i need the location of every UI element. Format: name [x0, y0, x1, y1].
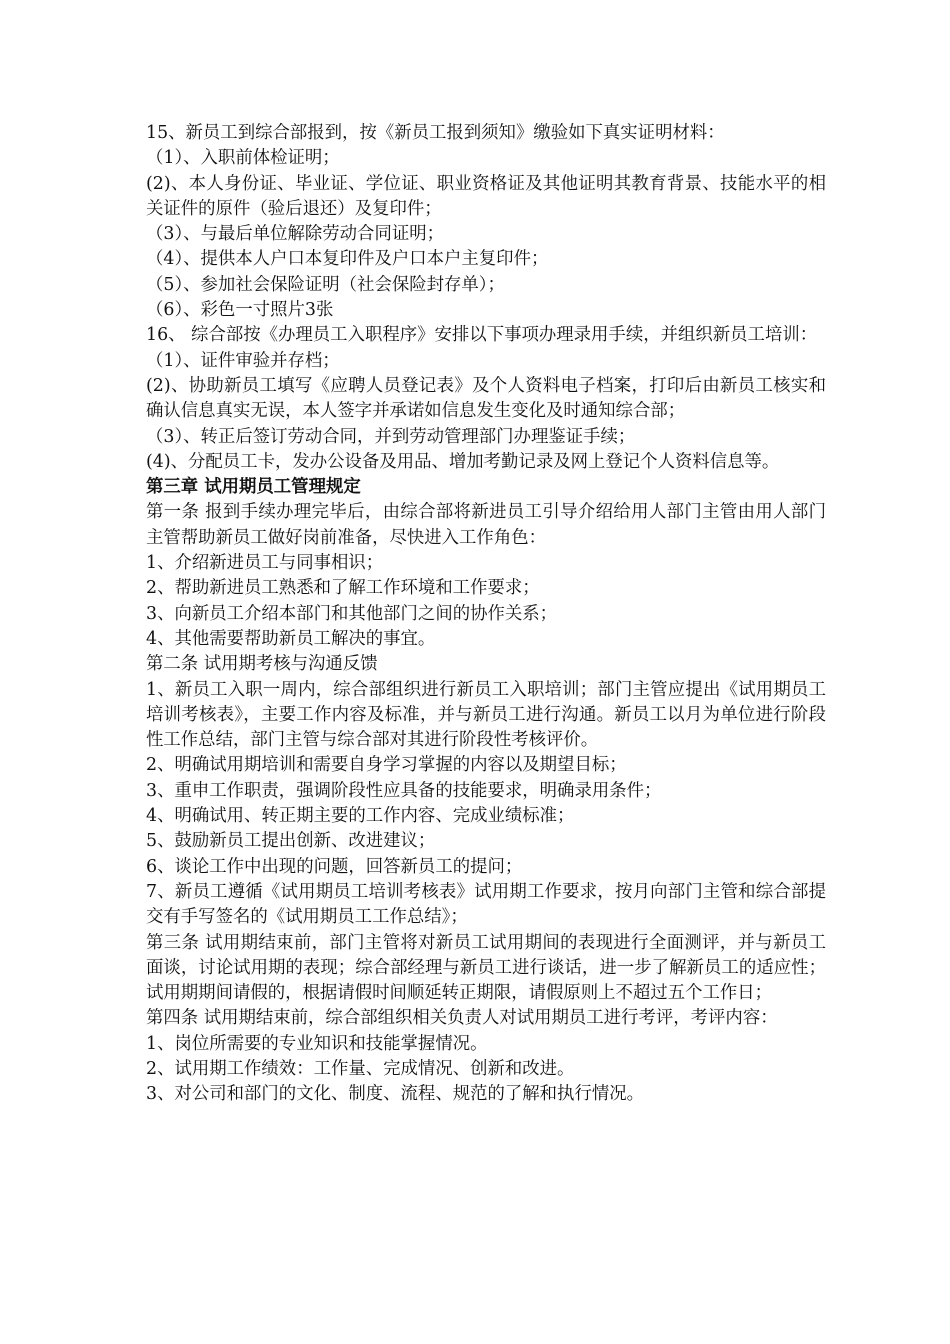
article-4-item-2: 2、试用期工作绩效：工作量、完成情况、创新和改进。	[146, 1058, 575, 1079]
paragraph-15-item-3: （3）、与最后单位解除劳动合同证明；	[146, 224, 445, 245]
article-2: 第二条 试用期考核与沟通反馈	[146, 654, 378, 675]
paragraph-15-item-5: （5）、参加社会保险证明（社会保险封存单）；	[146, 274, 505, 295]
article-2-item-1: 1、新员工入职一周内，综合部组织进行新员工入职培训；部门主管应提出《试用期员工培训考核表》，主要工作内容及标准，并与新员工进行沟通。新员工以月为单位进行阶段性工作总结，部门主管与综合部对其进行阶段性考核评价。	[146, 679, 826, 751]
paragraph-15-item-4: （4）、提供本人户口本复印件及户口本户主复印件；	[146, 249, 549, 270]
article-4: 第四条 试用期结束前，综合部组织相关负责人对试用期员工进行考评，考评内容：	[146, 1008, 778, 1029]
article-1: 第一条 报到手续办理完毕后，由综合部将新进员工引导介绍给用人部门主管由用人部门主管帮助新员工做好岗前准备，尽快进入工作角色：	[146, 502, 826, 548]
article-2-item-5: 5、鼓励新员工提出创新、改进建议；	[146, 831, 436, 852]
article-2-item-3: 3、重申工作职责，强调阶段性应具备的技能要求，明确录用条件；	[146, 780, 662, 801]
article-2-item-7: 7、新员工遵循《试用期员工培训考核表》试用期工作要求，按月向部门主管和综合部提交有手写签名的《试用期员工工作总结》；	[146, 881, 826, 928]
document-page	[146, 121, 826, 1108]
article-2-item-6: 6、谈论工作中出现的问题，回答新员工的提问；	[146, 856, 523, 877]
paragraph-16-item-2: (2)、协助新员工填写《应聘人员登记表》及个人资料电子档案，打印后由新员工核实和确认信息真实无误，本人签字并承诺如信息发生变化及时通知综合部；	[146, 375, 826, 422]
paragraph-16: 16、 综合部按《办理员工入职程序》安排以下事项办理录用手续，并组织新员工培训：	[146, 325, 818, 346]
article-3: 第三条 试用期结束前，部门主管将对新员工试用期间的表现进行全面测评，并与新员工面谈，讨论试用期的表现；综合部经理与新员工进行谈话，进一步了解新员工的适应性；试用期期间请假的，根据请假时间顺延转正期限，请假原则上不超过五个工作日；	[146, 932, 826, 1004]
paragraph-15-item-6: （6）、彩色一寸照片3张	[146, 300, 334, 321]
paragraph-16-item-4: (4)、分配员工卡，发办公设备及用品、增加考勤记录及网上登记个人资料信息等。	[146, 451, 780, 472]
article-1-item-3: 3、向新员工介绍本部门和其他部门之间的协作关系；	[146, 603, 558, 624]
article-4-item-1: 1、岗位所需要的专业知识和技能掌握情况。	[146, 1033, 488, 1054]
article-1-item-4: 4、其他需要帮助新员工解决的事宜。	[146, 628, 436, 649]
article-2-item-4: 4、明确试用、转正期主要的工作内容、完成业绩标准；	[146, 806, 575, 827]
paragraph-16-item-1: （1）、证件审验并存档；	[146, 350, 340, 371]
paragraph-15-item-1: （1）、入职前体检证明；	[146, 148, 340, 169]
paragraph-15-item-2: (2)、本人身份证、毕业证、学位证、职业资格证及其他证明其教育背景、技能水平的相关证件的原件（验后退还）及复印件；	[146, 173, 826, 219]
article-1-item-1: 1、介绍新进员工与同事相识；	[146, 553, 384, 574]
article-1-item-2: 2、帮助新进员工熟悉和了解工作环境和工作要求；	[146, 578, 540, 599]
article-2-item-2: 2、明确试用期培训和需要自身学习掌握的内容以及期望目标；	[146, 755, 627, 776]
paragraph-16-item-3: （3）、转正后签订劳动合同，并到劳动管理部门办理鉴证手续；	[146, 426, 636, 447]
paragraph-15: 15、新员工到综合部报到，按《新员工报到须知》缴验如下真实证明材料：	[146, 123, 725, 143]
chapter-3-heading: 第三章 试用期员工管理规定	[146, 477, 361, 498]
article-4-item-3: 3、对公司和部门的文化、制度、流程、规范的了解和执行情况。	[146, 1084, 645, 1105]
